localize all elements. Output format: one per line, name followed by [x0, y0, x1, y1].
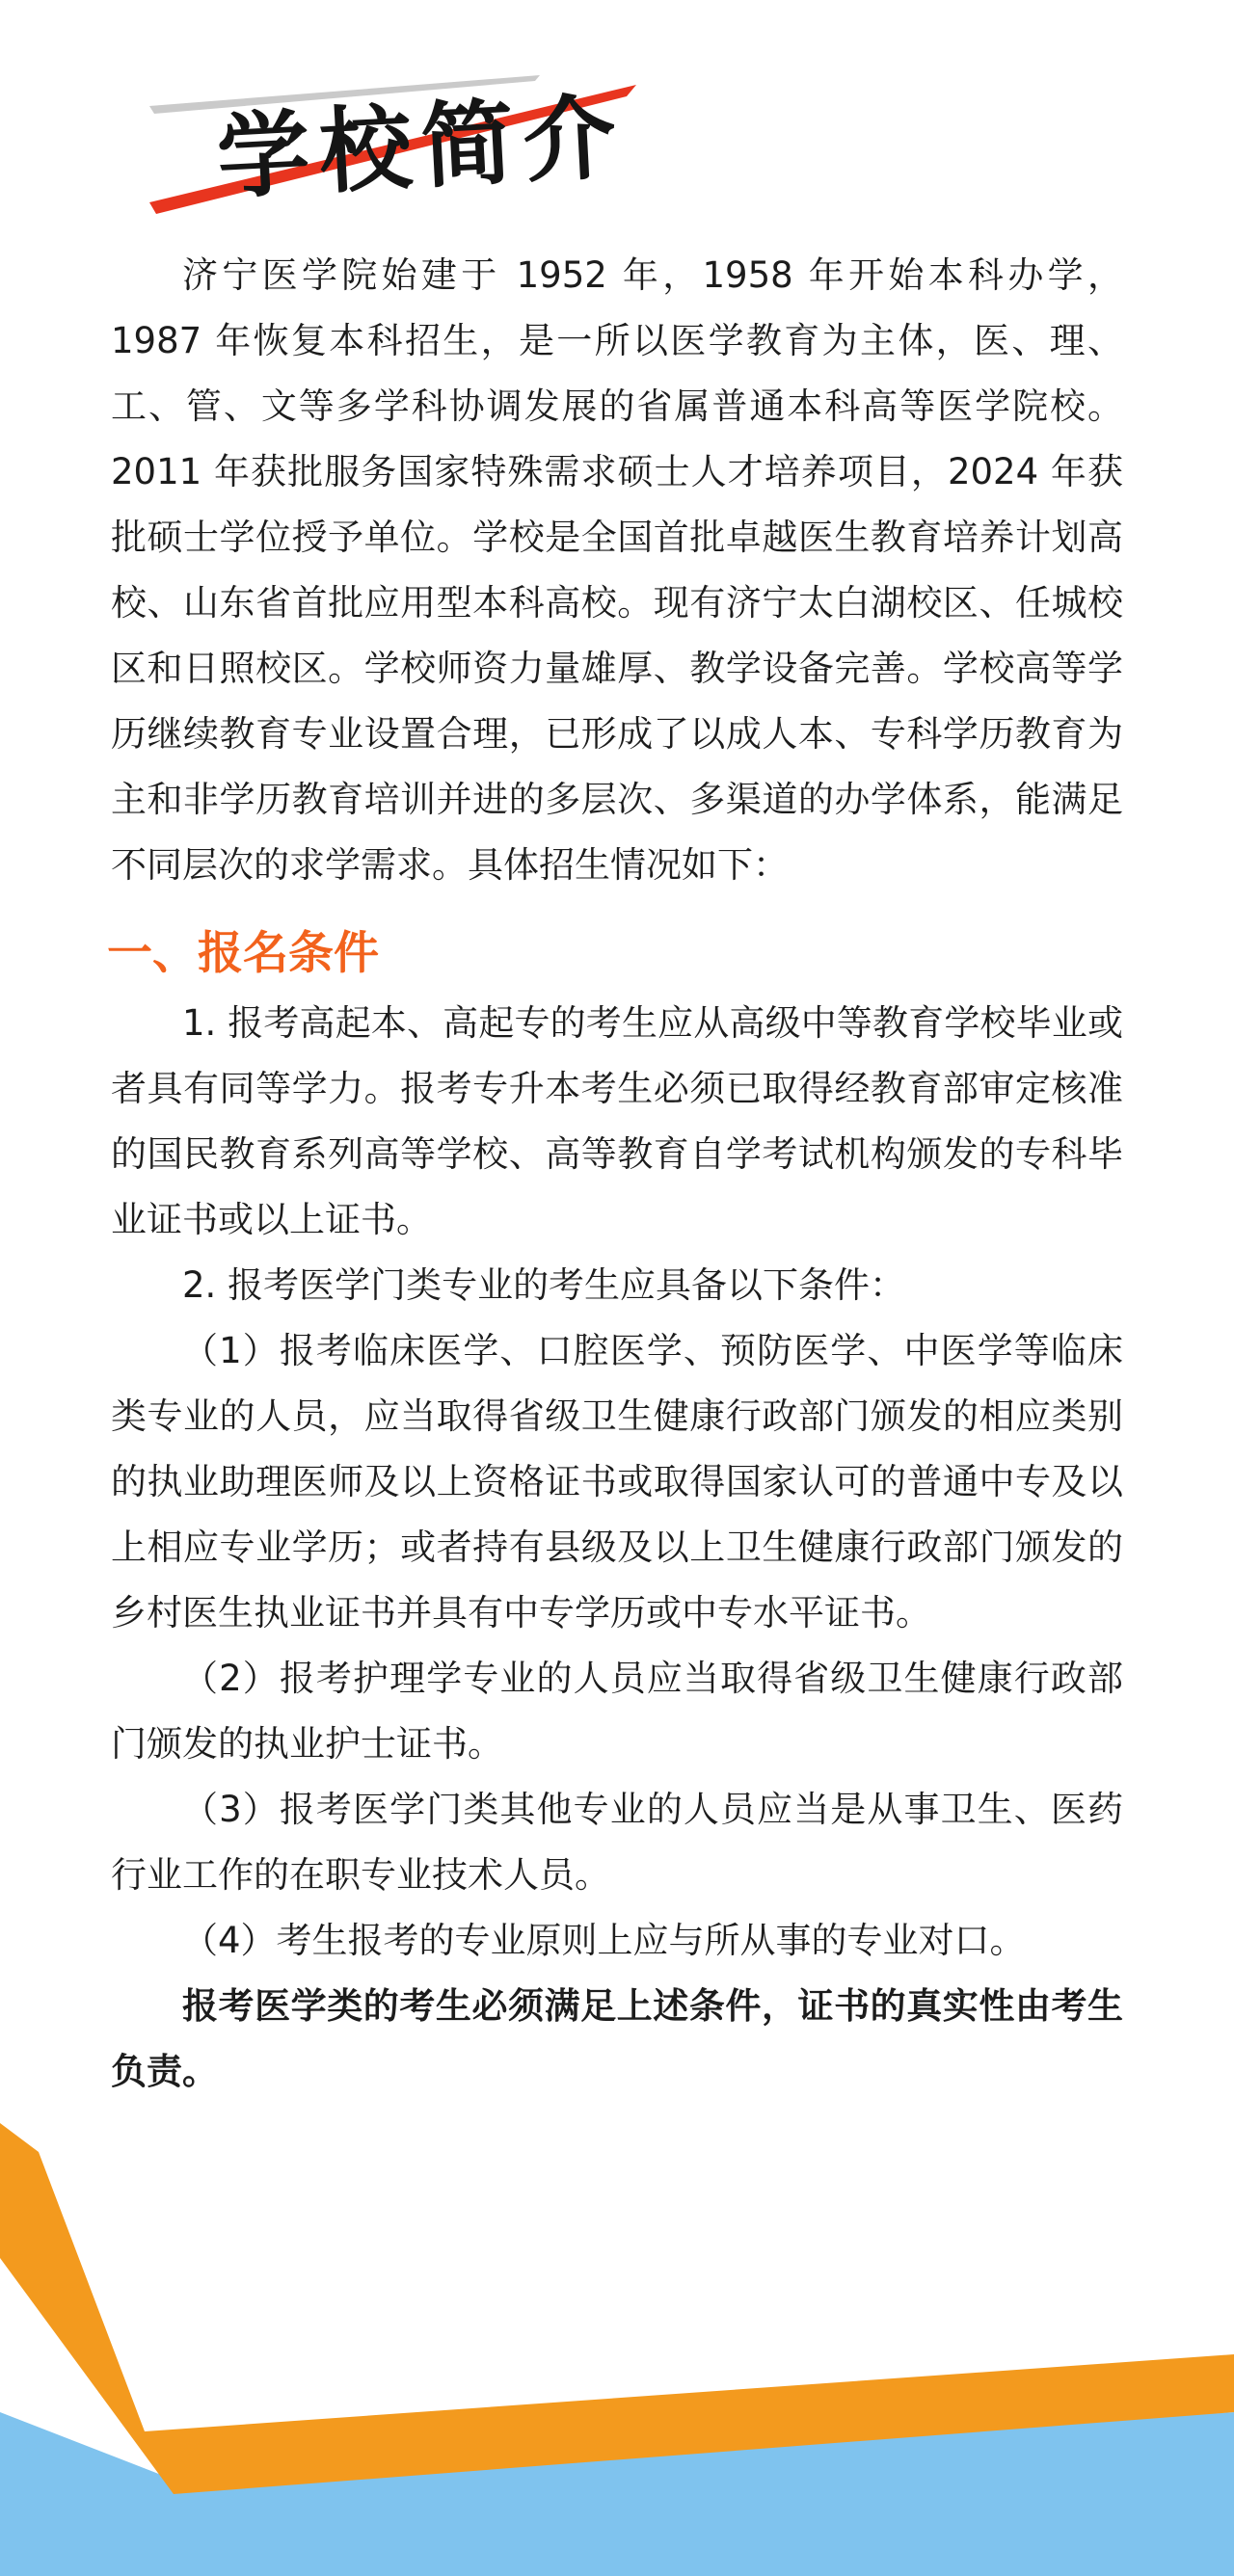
- condition-sub-4: （4）考生报考的专业原则上应与所从事的专业对口。: [182, 1920, 1026, 1961]
- section-heading-registration: 一、报名条件: [107, 927, 379, 980]
- condition-item-2: 2. 报考医学门类专业的考生应具备以下条件：: [182, 1264, 906, 1306]
- intro-paragraph: 济宁医学院始建于 1952 年，1958 年开始本科办学，1987 年恢复本科招生，是一所以医学教育为主体，医、理、工、管、文等多学科协调发展的省属普通本科高等医学院校。2011 年获批服务国家特殊需求硕士人才培养项目，2024 年获批硕士学位授予单位。学校是全国首批卓越医生教育培养计划高校、山东省首批应用型本科高校。现有济宁太白湖校区、任城校区和日照校区。学校师资力量雄厚、教学设备完善。学校高等学历继续教育专业设置合理，已形成了以成人本、专科学历教育为主和非学历教育培训并进的多层次、多渠道的办学体系，能满足不同层次的求学需求。具体招生情况如下：: [111, 254, 1123, 886]
- main-content: [107, 243, 1123, 2105]
- footer-decoration: [0, 2123, 1234, 2576]
- condition-note: 报考医学类的考生必须满足上述条件，证书的真实性由考生负责。: [111, 1985, 1123, 2092]
- condition-sub-2: （2）报考护理学专业的人员应当取得省级卫生健康行政部门颁发的执业护士证书。: [111, 1658, 1123, 1765]
- page-title: 学校简介: [214, 81, 629, 212]
- condition-sub-1: （1）报考临床医学、口腔医学、预防医学、中医学等临床类专业的人员，应当取得省级卫生健康行政部门颁发的相应类别的执业助理医师及以上资格证书或取得国家认可的普通中专及以上相应专业学历；或者持有县级及以上卫生健康行政部门颁发的乡村医生执业证书并具有中专学历或中专水平证书。: [111, 1330, 1123, 1633]
- condition-item-1: 1. 报考高起本、高起专的考生应从高级中等教育学校毕业或者具有同等学力。报考专升本考生必须已取得经教育部审定核准的国民教育系列高等学校、高等教育自学考试机构颁发的专科毕业证书或以上证书。: [111, 1002, 1123, 1240]
- condition-sub-3: （3）报考医学门类其他专业的人员应当是从事卫生、医药行业工作的在职专业技术人员。: [111, 1789, 1123, 1896]
